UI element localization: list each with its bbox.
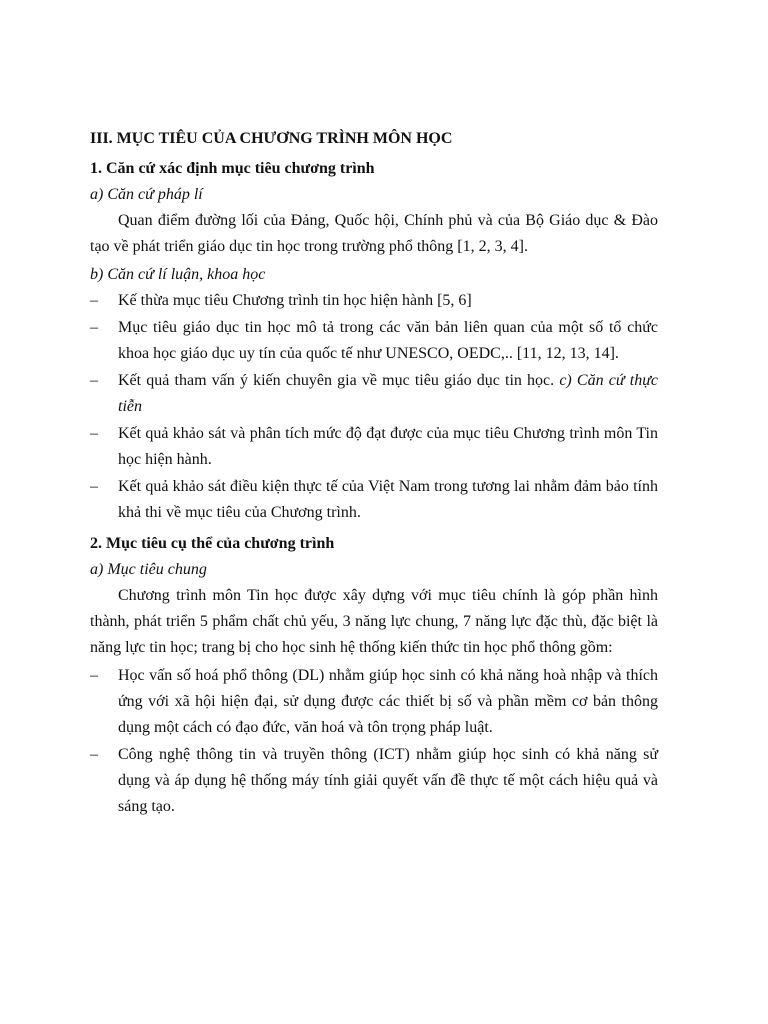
dash-bullet: – bbox=[90, 425, 98, 442]
document-content bbox=[90, 126, 658, 821]
list-item-text: Kết quả khảo sát điều kiện thực tế của Việt Nam trong tương lai nhằm đảm bảo tính khả thi về mục tiêu của Chương trình. bbox=[118, 478, 658, 521]
section-title: III. MỤC TIÊU CỦA CHƯƠNG TRÌNH MÔN HỌC bbox=[90, 130, 453, 147]
list-item bbox=[90, 368, 658, 420]
part2-list bbox=[90, 663, 658, 820]
dash-bullet: – bbox=[90, 372, 98, 389]
dash-bullet: – bbox=[90, 746, 98, 763]
part1-b-list bbox=[90, 288, 658, 526]
dash-bullet: – bbox=[90, 292, 98, 309]
list-item-text: Kết quả khảo sát và phân tích mức độ đạt được của mục tiêu Chương trình môn Tin học hiện hành. bbox=[118, 425, 658, 468]
list-item-text: Kế thừa mục tiêu Chương trình tin học hiện hành [5, 6] bbox=[118, 292, 472, 309]
part1-a-title: a) Căn cứ pháp lí bbox=[90, 186, 203, 203]
list-item-text: Kết quả tham vấn ý kiến chuyên gia về mục tiêu giáo dục tin học. bbox=[118, 372, 555, 389]
part2-a-title: a) Mục tiêu chung bbox=[90, 561, 207, 578]
list-item bbox=[90, 421, 658, 473]
part1-title: 1. Căn cứ xác định mục tiêu chương trình bbox=[90, 160, 375, 177]
list-item-text: Học vấn số hoá phổ thông (DL) nhằm giúp học sinh có khả năng hoà nhập và thích ứng với xã hội hiện đại, sử dụng được các thiết bị số và phần mềm cơ bản thông dụng một cách có đạo đức, văn hoá và tôn trọng pháp luật. bbox=[118, 667, 658, 736]
part1-b-title: b) Căn cứ lí luận, khoa học bbox=[90, 266, 266, 283]
list-item-text: Mục tiêu giáo dục tin học mô tả trong các văn bản liên quan của một số tổ chức khoa học giáo dục uy tín của quốc tế như UNESCO, OEDC,.. [11, 12, 13, 14]. bbox=[118, 319, 658, 362]
list-item-text: Công nghệ thông tin và truyền thông (ICT) nhằm giúp học sinh có khả năng sử dụng và áp dụng hệ thống máy tính giải quyết vấn đề thực tế một cách hiệu quả và sáng tạo. bbox=[118, 746, 658, 815]
list-item bbox=[90, 315, 658, 367]
list-item bbox=[90, 474, 658, 526]
dash-bullet: – bbox=[90, 319, 98, 336]
part1-c-title: c) Căn cứ thực tiễn bbox=[118, 372, 659, 415]
part2-a-text: Chương trình môn Tin học được xây dựng với mục tiêu chính là góp phần hình thành, phát triển 5 phẩm chất chủ yếu, 3 năng lực chung, 7 năng lực đặc thù, đặc biệt là năng lực tin học; trang bị cho học sinh hệ thống kiến thức tin học phổ thông gồm: bbox=[90, 587, 658, 656]
part1-a-text: Quan điểm đường lối của Đảng, Quốc hội, Chính phủ và của Bộ Giáo dục & Đào tạo về phát triển giáo dục tin học trong trường phổ thông [1, 2, 3, 4]. bbox=[90, 212, 658, 255]
dash-bullet: – bbox=[90, 667, 98, 684]
list-item bbox=[90, 663, 658, 741]
list-item bbox=[90, 288, 658, 314]
dash-bullet: – bbox=[90, 478, 98, 495]
list-item bbox=[90, 742, 658, 820]
part2-title: 2. Mục tiêu cụ thể của chương trình bbox=[90, 535, 335, 552]
